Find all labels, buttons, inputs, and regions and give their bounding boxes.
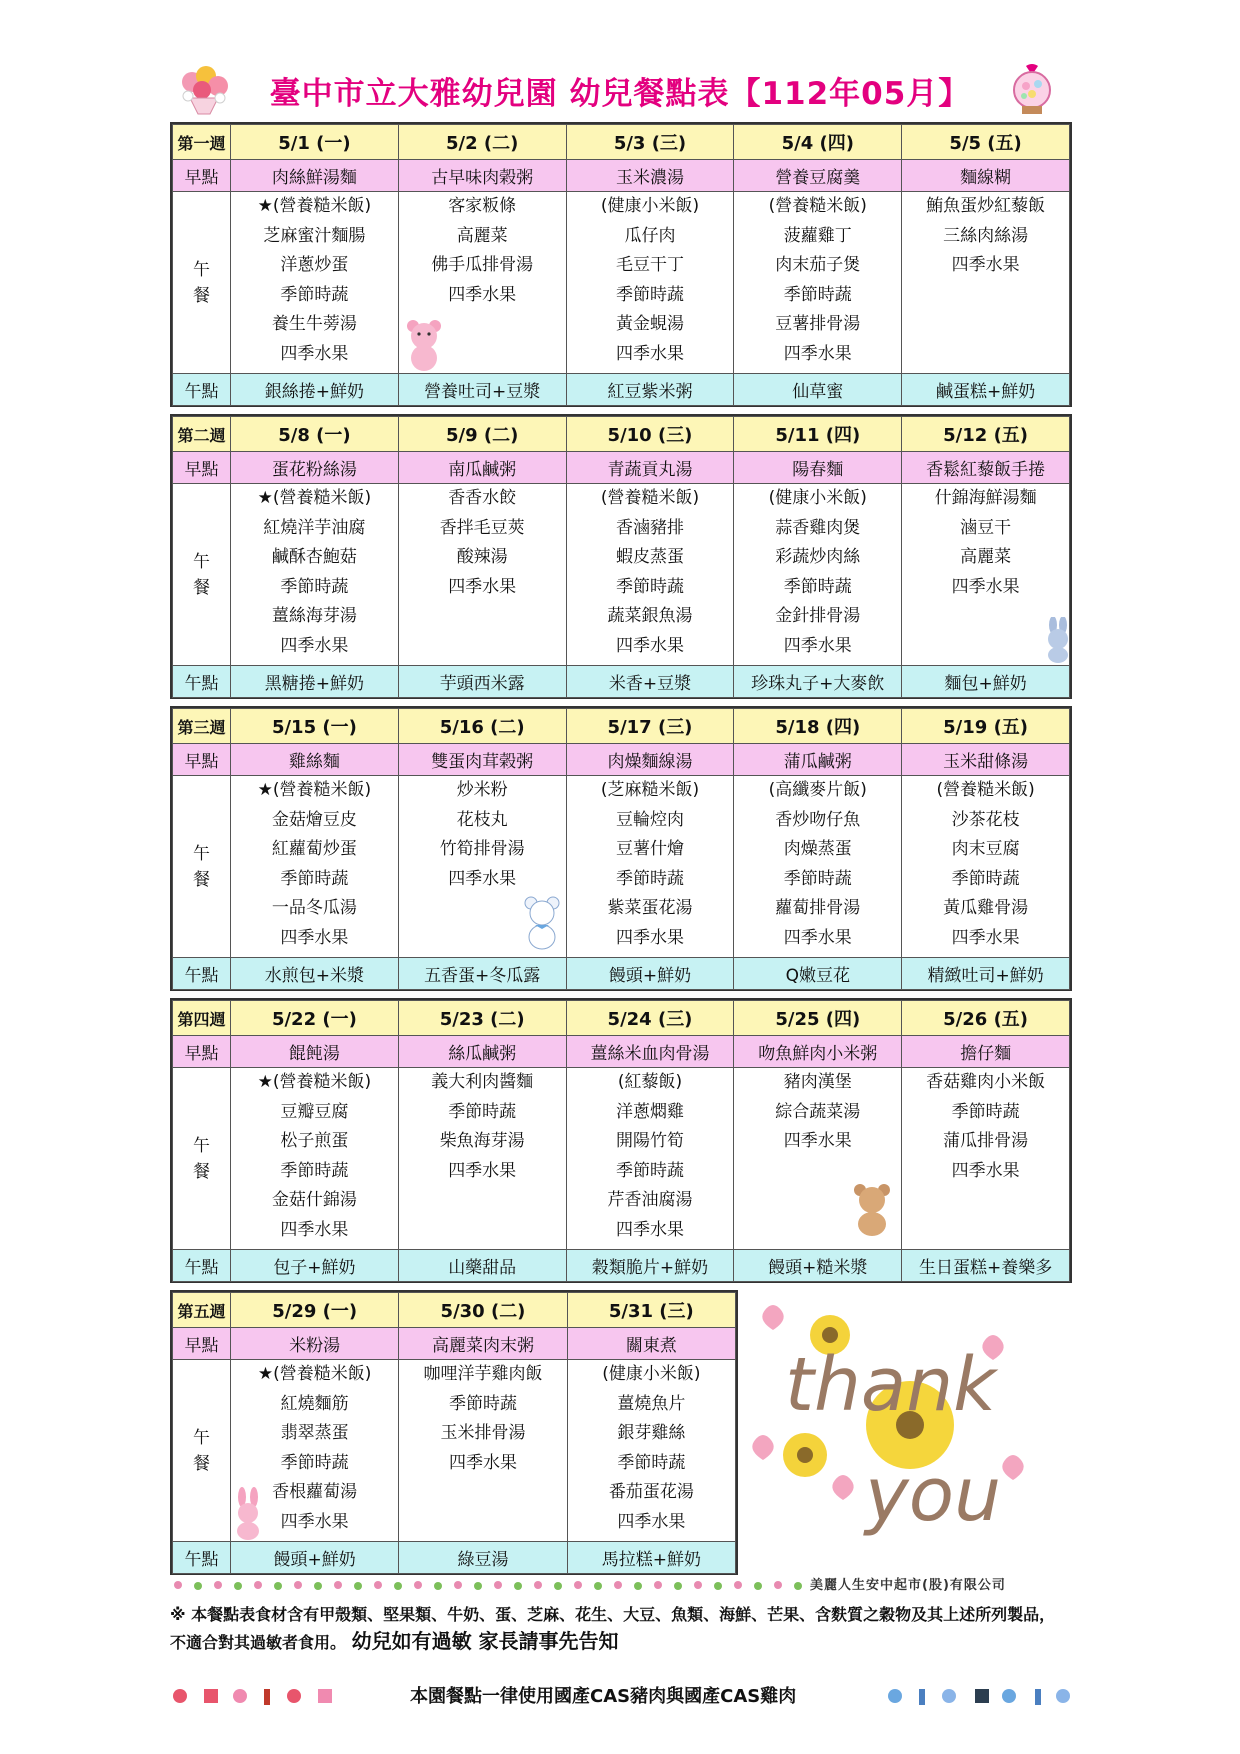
date-row <box>173 125 1070 160</box>
lunch-cell <box>566 1068 734 1250</box>
breakfast-cell: 玉米濃湯 <box>566 160 734 192</box>
dish: 紅燒洋芋油腐 <box>263 517 366 538</box>
dish: 四季水果 <box>448 284 517 305</box>
date-cell: 5/2 (二) <box>398 125 566 160</box>
date-cell: 5/31 (三) <box>567 1293 735 1328</box>
cas-note: 本園餐點一律使用國產CAS豬肉與國產CAS雞肉 <box>410 1686 797 1707</box>
dish: 開陽竹筍 <box>615 1131 684 1151</box>
week-1-block <box>170 122 1072 407</box>
dish: (健康小米飯) <box>602 1364 701 1384</box>
dish: 滷豆干 <box>960 517 1012 538</box>
date-cell: 5/16 (二) <box>398 709 566 744</box>
dish: 四季水果 <box>448 1452 517 1473</box>
breakfast-label: 早點 <box>173 744 231 776</box>
lunch-cell <box>902 776 1070 958</box>
lunch-row <box>173 776 1070 958</box>
breakfast-cell: 蒲瓜鹹粥 <box>734 744 902 776</box>
date-cell: 5/1 (一) <box>231 125 399 160</box>
dish: 芝麻蜜汁麵腸 <box>263 225 366 246</box>
snack-label: 午點 <box>173 1542 231 1574</box>
snack-label: 午點 <box>173 958 231 990</box>
lunch-cell <box>566 192 734 374</box>
dish: 紫菜蛋花湯 <box>607 898 693 918</box>
breakfast-label: 早點 <box>173 452 231 484</box>
breakfast-cell: 麵線糊 <box>902 160 1070 192</box>
dish: 一品冬瓜湯 <box>271 898 357 918</box>
lunch-label: 午 餐 <box>173 1068 231 1250</box>
snack-cell: 饅頭+糙米漿 <box>734 1250 902 1282</box>
lunch-cell <box>231 484 399 666</box>
dish: 豬肉漢堡 <box>783 1072 852 1092</box>
lunch-label: 午 餐 <box>173 484 231 666</box>
snack-cell: 穀類脆片+鮮奶 <box>566 1250 734 1282</box>
sunflower-icon <box>783 1433 827 1477</box>
date-cell: 5/26 (五) <box>902 1001 1070 1036</box>
snack-cell: 生日蛋糕+養樂多 <box>902 1250 1070 1282</box>
dish: 菠蘿雞丁 <box>783 225 852 246</box>
company-name: 美麗人生安中起市(股)有限公司 <box>810 1578 1006 1593</box>
dish: 四季水果 <box>280 1511 349 1532</box>
date-cell: 5/12 (五) <box>902 417 1070 452</box>
breakfast-cell: 肉絲鮮湯麵 <box>231 160 399 192</box>
dish: 蒜香雞肉煲 <box>775 517 861 538</box>
breakfast-cell: 陽春麵 <box>734 452 902 484</box>
lunch-cell <box>734 776 902 958</box>
dish: 季節時蔬 <box>783 868 852 889</box>
week-2-table <box>172 416 1070 698</box>
dish: 香炒吻仔魚 <box>775 809 861 830</box>
dish: 肉燥蒸蛋 <box>783 839 852 859</box>
snack-cell: 包子+鮮奶 <box>231 1250 399 1282</box>
breakfast-row <box>173 744 1070 776</box>
dish: 沙茶花枝 <box>951 809 1020 830</box>
dish: 四季水果 <box>615 1219 684 1240</box>
snack-cell: 水煎包+米漿 <box>231 958 399 990</box>
dish: 四季水果 <box>280 635 349 656</box>
dish: 季節時蔬 <box>783 576 852 597</box>
dish: 香拌毛豆莢 <box>439 517 525 538</box>
lunch-cell <box>566 484 734 666</box>
dish: 季節時蔬 <box>615 1160 684 1181</box>
dish: 金針排骨湯 <box>775 606 861 626</box>
page-title: 臺中市立大雅幼兒園 幼兒餐點表【112年05月】 <box>269 76 971 112</box>
dish: 竹筍排骨湯 <box>439 839 525 859</box>
dish: 玉米排骨湯 <box>440 1423 526 1443</box>
snack-label: 午點 <box>173 374 231 406</box>
date-cell: 5/30 (二) <box>399 1293 567 1328</box>
lunch-row <box>173 1068 1070 1250</box>
week-label: 第三週 <box>173 709 231 744</box>
dish: 肉末茄子煲 <box>775 255 861 275</box>
dish: 高麗菜 <box>456 225 508 246</box>
snack-cell: 米香+豆漿 <box>566 666 734 698</box>
dish: (營養糙米飯) <box>936 780 1035 800</box>
dish: (營養糙米飯) <box>600 488 700 508</box>
date-cell: 5/11 (四) <box>734 417 902 452</box>
dish: 四季水果 <box>615 635 684 656</box>
date-cell: 5/8 (一) <box>231 417 399 452</box>
dish: 四季水果 <box>615 927 684 948</box>
pink-rabbit-icon <box>232 1487 264 1541</box>
breakfast-cell: 南瓜鹹粥 <box>398 452 566 484</box>
date-cell: 5/22 (一) <box>231 1001 399 1036</box>
dish: 蔬菜銀魚湯 <box>607 606 693 626</box>
date-cell: 5/4 (四) <box>734 125 902 160</box>
dish: 季節時蔬 <box>280 576 349 597</box>
dish: 芹香油腐湯 <box>607 1190 693 1210</box>
dish: 薑絲海芽湯 <box>271 606 357 626</box>
dish: 紅燒麵筋 <box>280 1393 349 1414</box>
dish: 鮪魚蛋炒紅藜飯 <box>926 196 1046 216</box>
lunch-cell <box>398 484 566 666</box>
lunch-label: 午 餐 <box>173 192 231 374</box>
snack-cell: 山藥甜品 <box>398 1250 566 1282</box>
breakfast-label: 早點 <box>173 1328 231 1360</box>
white-bear-icon <box>523 895 561 951</box>
date-cell: 5/17 (三) <box>566 709 734 744</box>
snack-cell: 仙草蜜 <box>734 374 902 406</box>
dish: 炒米粉 <box>456 780 508 800</box>
thank-you-illustration <box>735 1290 1071 1558</box>
dish: 季節時蔬 <box>951 1101 1020 1122</box>
lunch-cell <box>566 776 734 958</box>
dish: 蝦皮蒸蛋 <box>615 547 684 567</box>
dish: 季節時蔬 <box>280 868 349 889</box>
lunch-row <box>173 484 1070 666</box>
brown-bear-icon <box>852 1182 892 1238</box>
breakfast-cell: 肉燥麵線湯 <box>566 744 734 776</box>
dish: 金菇什錦湯 <box>271 1190 357 1210</box>
dish: 四季水果 <box>783 635 852 656</box>
heart-icon <box>1002 1455 1023 1480</box>
date-cell: 5/15 (一) <box>231 709 399 744</box>
dish: 季節時蔬 <box>448 1393 517 1414</box>
breakfast-cell: 高麗菜肉末粥 <box>399 1328 567 1360</box>
lunch-cell <box>567 1360 735 1542</box>
breakfast-cell: 香鬆紅藜飯手捲 <box>902 452 1070 484</box>
breakfast-cell: 絲瓜鹹粥 <box>398 1036 566 1068</box>
allergy-text: ※ 本餐點表食材含有甲殼類、堅果類、牛奶、蛋、芝麻、花生、大豆、魚類、海鮮、芒果、含麩質之穀物及其上述所列製品，不適合對其過敏者食用。 <box>170 1605 1056 1652</box>
dish: ★(營養糙米飯) <box>257 488 372 508</box>
date-cell: 5/3 (三) <box>566 125 734 160</box>
dish: 翡翠蒸蛋 <box>280 1423 349 1443</box>
breakfast-cell: 米粉湯 <box>231 1328 399 1360</box>
dish: 四季水果 <box>448 868 517 889</box>
blue-bunny-icon <box>1043 617 1073 663</box>
date-cell: 5/18 (四) <box>734 709 902 744</box>
dish: (高纖麥片飯) <box>768 780 867 800</box>
dish: 咖哩洋芋雞肉飯 <box>423 1364 543 1384</box>
snack-cell: 麵包+鮮奶 <box>902 666 1070 698</box>
snack-row <box>173 1542 736 1574</box>
lunch-label: 午 餐 <box>173 1360 231 1542</box>
lunch-row <box>173 192 1070 374</box>
breakfast-row <box>173 452 1070 484</box>
heart-icon <box>752 1435 773 1460</box>
snack-cell: Q嫩豆花 <box>734 958 902 990</box>
snack-row <box>173 958 1070 990</box>
snack-row <box>173 374 1070 406</box>
thank-text: thank <box>785 1342 997 1428</box>
dish: 四季水果 <box>280 1219 349 1240</box>
dish: 黃瓜雞骨湯 <box>943 898 1029 918</box>
dish: ★(營養糙米飯) <box>257 1364 372 1384</box>
week-4-block <box>170 998 1072 1283</box>
dish: 洋蔥燜雞 <box>615 1101 684 1122</box>
lunch-cell <box>231 776 399 958</box>
lunch-cell <box>231 192 399 374</box>
dish: 四季水果 <box>615 343 684 364</box>
dish: 香滷豬排 <box>615 517 684 538</box>
heart-icon <box>762 1305 783 1330</box>
dish: 四季水果 <box>951 927 1020 948</box>
allergy-note <box>170 1602 1070 1656</box>
dish: 四季水果 <box>280 343 349 364</box>
dish: 季節時蔬 <box>951 868 1020 889</box>
dish: (健康小米飯) <box>600 196 700 216</box>
snack-cell: 饅頭+鮮奶 <box>231 1542 399 1574</box>
week-3-block <box>170 706 1072 991</box>
dish: 季節時蔬 <box>280 1452 349 1473</box>
dish: 金菇燴豆皮 <box>271 809 357 830</box>
date-cell: 5/10 (三) <box>566 417 734 452</box>
lunch-cell <box>398 1068 566 1250</box>
dish: 豆薯排骨湯 <box>775 314 861 334</box>
week-label: 第四週 <box>173 1001 231 1036</box>
dish: 番茄蛋花湯 <box>608 1482 694 1502</box>
breakfast-cell: 關東煮 <box>567 1328 735 1360</box>
date-row <box>173 709 1070 744</box>
dish: 瓜仔肉 <box>624 225 676 246</box>
dish: 季節時蔬 <box>280 1160 349 1181</box>
breakfast-cell: 雙蛋肉茸榖粥 <box>398 744 566 776</box>
dish: 高麗菜 <box>960 547 1012 567</box>
snack-cell: 紅豆紫米粥 <box>566 374 734 406</box>
dish: 四季水果 <box>448 1160 517 1181</box>
bottom-bar <box>170 1680 1070 1710</box>
dish: 毛豆干丁 <box>615 255 684 275</box>
dish: 義大利肉醬麵 <box>431 1072 534 1092</box>
date-cell: 5/23 (二) <box>398 1001 566 1036</box>
dish: 香香水餃 <box>448 488 517 508</box>
dish: ★(營養糙米飯) <box>257 780 372 800</box>
week-label: 第一週 <box>173 125 231 160</box>
breakfast-cell: 薑絲米血肉骨湯 <box>566 1036 734 1068</box>
dish: 銀芽雞絲 <box>617 1423 686 1443</box>
dish: 香根蘿蔔湯 <box>272 1482 358 1502</box>
snack-cell: 五香蛋+冬瓜露 <box>398 958 566 990</box>
dish: 四季水果 <box>951 1160 1020 1181</box>
breakfast-row <box>173 160 1070 192</box>
snack-cell: 馬拉糕+鮮奶 <box>567 1542 735 1574</box>
date-cell: 5/19 (五) <box>902 709 1070 744</box>
blue-ornament-icons <box>885 1684 1075 1708</box>
dish: 蒲瓜排骨湯 <box>943 1131 1029 1151</box>
breakfast-cell: 玉米甜條湯 <box>902 744 1070 776</box>
dish: 彩蔬炒肉絲 <box>775 547 861 567</box>
dish: 三絲肉絲湯 <box>943 225 1029 246</box>
lunch-cell <box>734 192 902 374</box>
snack-cell: 精緻吐司+鮮奶 <box>902 958 1070 990</box>
dish: ★(營養糙米飯) <box>257 1072 372 1092</box>
dish: 黃金蜆湯 <box>615 314 684 334</box>
dish: 蘿蔔排骨湯 <box>775 898 861 918</box>
breakfast-cell: 餛飩湯 <box>231 1036 399 1068</box>
flower-border-icon <box>170 1577 810 1593</box>
dish: 綜合蔬菜湯 <box>775 1101 861 1122</box>
dish: 什錦海鮮湯麵 <box>934 488 1037 508</box>
date-row <box>173 417 1070 452</box>
date-cell: 5/24 (三) <box>566 1001 734 1036</box>
gift-icons <box>170 1684 350 1708</box>
dish: (營養糙米飯) <box>768 196 867 216</box>
dish: 四季水果 <box>951 576 1020 597</box>
snack-cell: 芋頭西米露 <box>398 666 566 698</box>
breakfast-row <box>173 1328 736 1360</box>
dish: 四季水果 <box>783 927 852 948</box>
dish: 酸辣湯 <box>456 547 508 567</box>
you-text: you <box>865 1452 1001 1538</box>
dish: 豆瓣豆腐 <box>280 1101 349 1122</box>
date-row <box>173 1293 736 1328</box>
dish: 花枝丸 <box>456 809 508 830</box>
breakfast-label: 早點 <box>173 1036 231 1068</box>
snack-cell: 珍珠丸子+大麥飲 <box>734 666 902 698</box>
dish: 鹹酥杏鮑菇 <box>271 547 357 567</box>
lunch-label: 午 餐 <box>173 776 231 958</box>
week-label: 第五週 <box>173 1293 231 1328</box>
breakfast-cell: 營養豆腐羹 <box>734 160 902 192</box>
snack-row <box>173 666 1070 698</box>
breakfast-row <box>173 1036 1070 1068</box>
dish: 季節時蔬 <box>280 284 349 305</box>
week-1-table <box>172 124 1070 406</box>
breakfast-cell: 古早味肉榖粥 <box>398 160 566 192</box>
dish: 洋蔥炒蛋 <box>280 255 349 275</box>
dish: 四季水果 <box>783 1131 852 1151</box>
breakfast-cell: 擔仔麵 <box>902 1036 1070 1068</box>
breakfast-cell: 青蔬貢丸湯 <box>566 452 734 484</box>
dish: 四季水果 <box>617 1511 686 1532</box>
dish: 季節時蔬 <box>615 868 684 889</box>
snack-cell: 饅頭+鮮奶 <box>566 958 734 990</box>
snack-cell: 黑糖捲+鮮奶 <box>231 666 399 698</box>
lunch-cell <box>902 192 1070 374</box>
dish: ★(營養糙米飯) <box>257 196 372 216</box>
dish: 紅蘿蔔炒蛋 <box>271 839 357 859</box>
dish: 季節時蔬 <box>783 284 852 305</box>
date-cell: 5/9 (二) <box>398 417 566 452</box>
dish: 養生牛蒡湯 <box>271 314 357 334</box>
breakfast-cell: 吻魚鮮肉小米粥 <box>734 1036 902 1068</box>
date-cell: 5/5 (五) <box>902 125 1070 160</box>
dish: 肉末豆腐 <box>951 839 1020 859</box>
allergy-emphasis: 幼兒如有過敏 家長請事先告知 <box>351 1629 619 1653</box>
breakfast-label: 早點 <box>173 160 231 192</box>
week-3-table <box>172 708 1070 990</box>
snack-cell: 鹹蛋糕+鮮奶 <box>902 374 1070 406</box>
dish: 香菇雞肉小米飯 <box>926 1072 1046 1092</box>
lunch-cell <box>231 1068 399 1250</box>
heart-icon <box>832 1475 853 1500</box>
dish: 薑燒魚片 <box>617 1393 686 1414</box>
snack-row <box>173 1250 1070 1282</box>
lunch-cell <box>902 1068 1070 1250</box>
week-4-table <box>172 1000 1070 1282</box>
date-row <box>173 1001 1070 1036</box>
dish: (紅藜飯) <box>617 1072 683 1092</box>
dish: 松子煎蛋 <box>280 1131 349 1151</box>
lunch-cell <box>734 484 902 666</box>
lunch-cell <box>399 1360 567 1542</box>
week-label: 第二週 <box>173 417 231 452</box>
dish: 客家粄條 <box>448 196 517 216</box>
week-2-block <box>170 414 1072 699</box>
snack-label: 午點 <box>173 666 231 698</box>
dish: 豆輪焢肉 <box>615 809 684 830</box>
snack-cell: 營養吐司+豆漿 <box>398 374 566 406</box>
page-header <box>170 62 1070 118</box>
date-cell: 5/29 (一) <box>231 1293 399 1328</box>
dish: 柴魚海芽湯 <box>439 1131 525 1151</box>
dish: (芝麻糙米飯) <box>600 780 700 800</box>
dish: 四季水果 <box>783 343 852 364</box>
dish: 季節時蔬 <box>617 1452 686 1473</box>
dish: 季節時蔬 <box>615 284 684 305</box>
dish: 四季水果 <box>280 927 349 948</box>
snack-label: 午點 <box>173 1250 231 1282</box>
breakfast-cell: 蛋花粉絲湯 <box>231 452 399 484</box>
dish: 季節時蔬 <box>615 576 684 597</box>
snack-cell: 銀絲捲+鮮奶 <box>231 374 399 406</box>
dish: 佛手瓜排骨湯 <box>431 255 534 275</box>
date-cell: 5/25 (四) <box>734 1001 902 1036</box>
dish: (健康小米飯) <box>768 488 867 508</box>
snack-cell: 綠豆湯 <box>399 1542 567 1574</box>
dish: 季節時蔬 <box>448 1101 517 1122</box>
breakfast-cell: 雞絲麵 <box>231 744 399 776</box>
dish: 豆薯什燴 <box>615 839 684 859</box>
pink-bear-icon <box>405 318 443 372</box>
dish: 四季水果 <box>951 255 1020 275</box>
dish: 四季水果 <box>448 576 517 597</box>
candy-jar-icon <box>1004 62 1060 118</box>
